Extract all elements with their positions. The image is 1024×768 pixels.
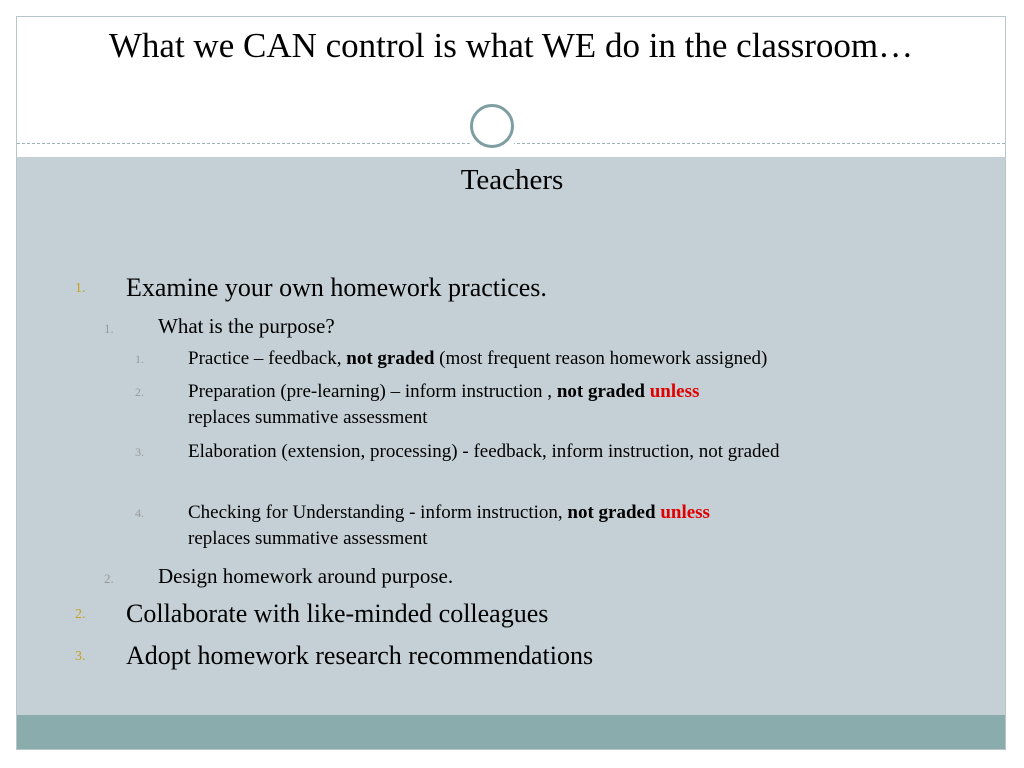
list-text-bold: not graded <box>346 348 435 369</box>
list-number: 4. <box>135 506 144 520</box>
list-number: 3. <box>75 649 86 664</box>
list-text-part: (most frequent reason homework assigned) <box>434 348 768 369</box>
list-number: 2. <box>104 571 114 586</box>
slide-title: What we CAN control is what WE do in the classroom… <box>108 26 914 65</box>
divider-ring-icon <box>464 98 520 154</box>
list-text <box>188 500 948 552</box>
content-area <box>17 157 1005 717</box>
divider-ring-inner <box>470 104 514 148</box>
list-text-emphasis: unless <box>660 502 710 523</box>
list-text-bold: not graded <box>567 502 656 523</box>
list-number: 3. <box>135 445 144 459</box>
list-text: Design homework around purpose. <box>158 564 454 588</box>
list-text-bold: not graded <box>556 381 645 402</box>
list-number: 1. <box>135 352 144 366</box>
list-text <box>188 379 948 431</box>
footer-band <box>17 715 1005 749</box>
list-number: 2. <box>75 607 86 622</box>
list-text-part: Practice – feedback, <box>188 348 347 369</box>
subheading: Teachers <box>460 164 564 196</box>
list-text: Adopt homework research recommendations <box>126 641 594 670</box>
list-text-part: Preparation (pre-learning) – inform instruction , <box>188 381 557 402</box>
list-text <box>188 346 978 372</box>
list-text-part: Checking for Understanding - inform instruction, <box>188 502 568 523</box>
list-text: Elaboration (extension, processing) - feedback, inform instruction, not graded <box>188 441 780 462</box>
list-number: 1. <box>104 321 114 336</box>
list-text-part: replaces summative assessment <box>188 407 428 428</box>
list-text: What is the purpose? <box>158 314 335 338</box>
list-text-emphasis: unless <box>649 381 700 402</box>
list-number: 2. <box>135 385 144 399</box>
list-text: Collaborate with like-minded colleagues <box>126 599 549 628</box>
list-text-part: replaces summative assessment <box>188 528 428 549</box>
list-number: 1. <box>75 281 86 296</box>
list-text: Examine your own homework practices. <box>126 273 547 302</box>
